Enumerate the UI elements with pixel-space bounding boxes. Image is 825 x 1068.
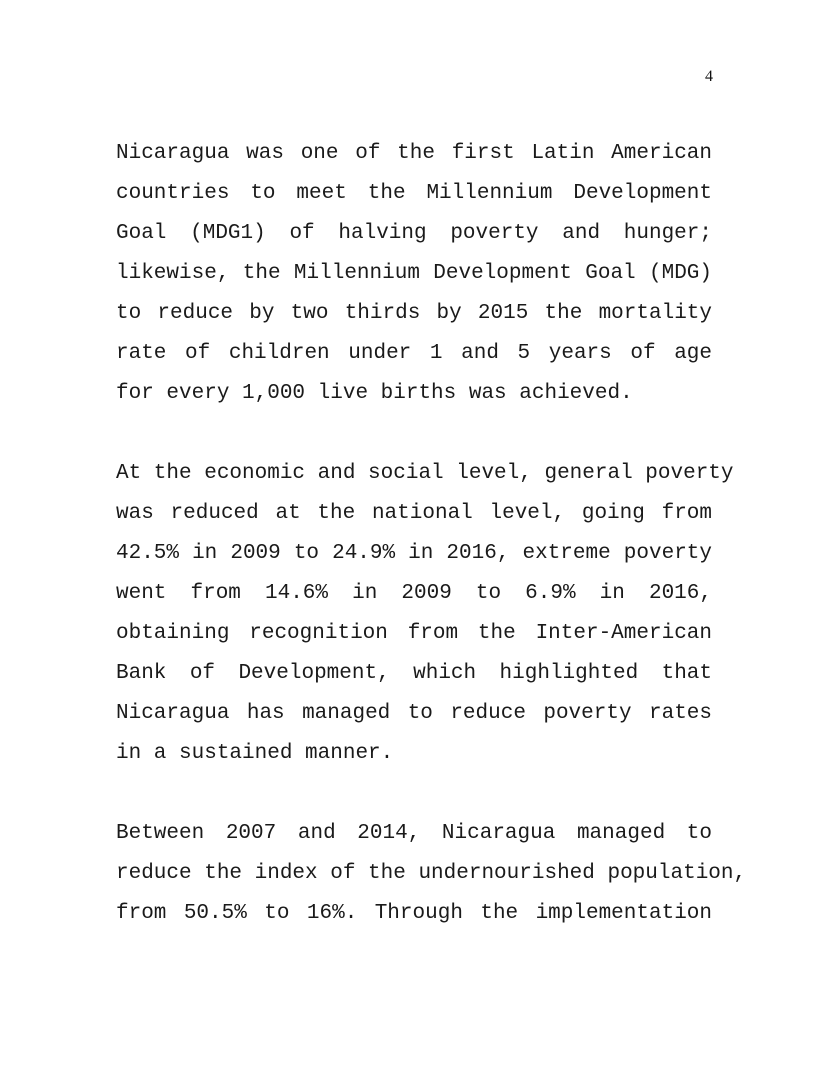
text-line: countries to meet the Millennium Development [116,182,712,205]
paragraph-poverty [116,454,734,774]
text-line: from 50.5% to 16%. Through the implementation [116,902,712,925]
text-line: obtaining recognition from the Inter-American [116,622,712,645]
text-line: went from 14.6% in 2009 to 6.9% in 2016, [116,582,712,605]
body-text [116,134,747,974]
text-line: 42.5% in 2009 to 24.9% in 2016, extreme poverty [116,542,712,565]
text-line: for every 1,000 live births was achieved. [116,382,633,405]
text-line: Goal (MDG1) of halving poverty and hunger; [116,222,712,245]
text-line: Between 2007 and 2014, Nicaragua managed to [116,822,712,845]
text-line: was reduced at the national level, going from [116,502,712,525]
text-line: At the economic and social level, general poverty [116,462,734,485]
text-line: Nicaragua was one of the first Latin American [116,142,712,165]
paragraph-mdg [116,134,712,414]
text-line: Bank of Development, which highlighted that [116,662,712,685]
text-line: likewise, the Millennium Development Goal (MDG) [116,262,712,285]
text-line: reduce the index of the undernourished population, [116,862,747,885]
page-number: 4 [705,68,713,85]
text-line: Nicaragua has managed to reduce poverty rates [116,702,712,725]
text-line: rate of children under 1 and 5 years of age [116,342,712,365]
text-line: in a sustained manner. [116,742,394,765]
text-line: to reduce by two thirds by 2015 the mortality [116,302,712,325]
paragraph-undernourishment [116,814,747,934]
